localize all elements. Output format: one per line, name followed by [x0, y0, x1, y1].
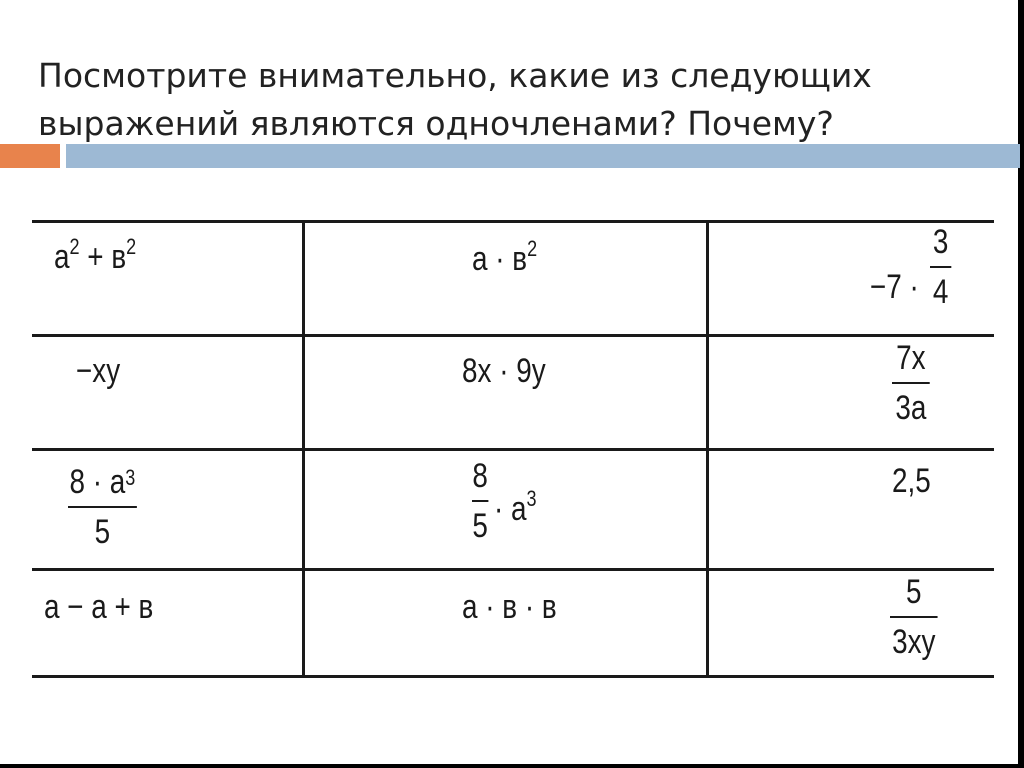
expr-text: · a	[494, 490, 527, 528]
fraction-bar	[472, 500, 488, 502]
slide-bottom-edge	[0, 764, 1024, 768]
numerator: 8	[472, 457, 488, 495]
table-row-divider	[32, 568, 994, 571]
table-column-divider	[706, 220, 709, 678]
expr-text: a	[54, 238, 70, 276]
exponent: 2	[126, 234, 137, 259]
fraction-bar	[892, 382, 930, 384]
table-row-divider	[32, 448, 994, 451]
numerator	[68, 462, 137, 502]
table-border-top	[32, 220, 994, 223]
expr-suffix	[494, 486, 537, 529]
accent-bar-orange	[0, 144, 60, 168]
numerator: 7x	[896, 339, 926, 377]
expr-text: 8 · a	[69, 463, 126, 501]
cell-r2c3	[892, 338, 930, 428]
cell-r1c2	[472, 236, 538, 279]
cell-r4c2: a · в · в	[462, 588, 557, 626]
expressions-table	[32, 220, 994, 678]
fraction-bar	[890, 616, 938, 618]
denominator: 4	[932, 273, 949, 311]
cell-r1c1	[54, 234, 137, 277]
slide-title	[38, 52, 958, 148]
cell-r3c3: 2,5	[892, 462, 931, 500]
expr-text: + в	[79, 238, 127, 276]
numerator: 5	[906, 573, 922, 611]
exponent: 3	[526, 486, 537, 511]
table-border-bottom	[32, 675, 994, 678]
fraction-bar	[930, 266, 951, 268]
expr-prefix: −7 ·	[870, 268, 919, 306]
accent-bar-blue	[66, 144, 1020, 168]
cell-r2c2: 8x · 9y	[462, 352, 546, 390]
exponent: 3	[125, 465, 136, 490]
fraction-bar	[68, 506, 137, 508]
fraction	[930, 222, 951, 312]
fraction	[472, 456, 488, 546]
exponent: 2	[69, 234, 80, 259]
cell-r4c3	[890, 572, 938, 662]
cell-r4c1: a − a + в	[44, 588, 154, 626]
title-line-1: Посмотрите внимательно, какие из следующих	[38, 56, 872, 95]
exponent: 2	[527, 236, 538, 261]
denominator: 5	[94, 513, 111, 551]
expr-text: a · в	[472, 240, 528, 278]
table-column-divider	[302, 220, 305, 678]
denominator: 3xy	[892, 623, 936, 661]
cell-r3c1	[68, 462, 137, 552]
denominator: 3a	[895, 389, 927, 427]
slide-right-edge	[1018, 0, 1024, 768]
denominator: 5	[472, 507, 488, 545]
numerator: 3	[932, 223, 949, 261]
title-line-2: выражений являются одночленами? Почему?	[38, 104, 834, 143]
table-row-divider	[32, 334, 994, 337]
cell-r2c1: −xy	[76, 352, 121, 390]
